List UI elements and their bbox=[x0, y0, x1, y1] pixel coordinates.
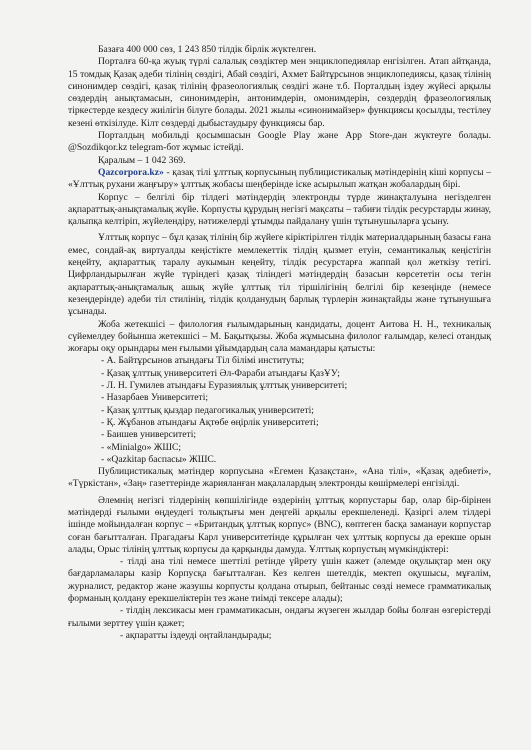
list-item: - Қазақ ұлттық университеті Әл-Фараби атындағы ҚазҰУ; bbox=[101, 367, 340, 379]
paragraph-capability-research: - тілдің лексикасы мен грамматикасын, ондағы жүзеген жылдар бойы болған өзгерістерді ғылыми зерттеу үшін қажет; bbox=[68, 605, 491, 629]
list-item: - А. Байтұрсынов атындағы Тіл білімі институты; bbox=[101, 355, 305, 367]
list-item: - Қазақ ұлттық қыздар педагогикалық университеті; bbox=[101, 404, 314, 416]
paragraph-database-size: Базаға 400 000 сөз, 1 243 850 тілдік бірлік жүктелген. bbox=[98, 44, 317, 55]
paragraph-newspapers: Публицистикалық мәтіндер корпусына «Егемен Қазақстан», «Ана тілі», «Қазақ әдебиеті», «Түркістан», «Заң» газеттерінде жарияланған мақалалардың электронды көшірмелері енгізілді. bbox=[68, 466, 491, 490]
paragraph-views: Қаралым – 1 042 369. bbox=[98, 154, 186, 166]
participant-list bbox=[68, 355, 491, 466]
list-item: - Қ. Жұбанов атындағы Ақтөбе өңірлік университеті; bbox=[101, 416, 319, 428]
site-name: Qazcorpora.kz» bbox=[98, 166, 164, 178]
list-item: - «Minialgo» ЖШС; bbox=[101, 441, 182, 453]
site-description: - қазақ тілі ұлттық корпусының публицистикалық мәтіндерінің кіші корпусы – «Ұлттық рухани жаңғыру» ұлттық жобасы шеңберінде іске асырылып жатқан жобалардың бірі. bbox=[68, 166, 491, 191]
paragraph-capability-search: - ақпаратты іздеуді оңтайландырады; bbox=[120, 629, 272, 641]
paragraph-national-corpus: Ұлттық корпус – бұл қазақ тілінің бір жүйеге кіріктірілген тілдік материалдарының базасы ғана емес, сондай-ақ виртуалды кеңістікте мемлекеттік тілдің қызмет етуін, семантикалық кеңістігін кеңейту, ақпараттық таралу аукымын кеңейту, тілдік ресурстарға жаппай қол жеткізу тетігі. Цифрландырылған жүйе түріндегі қазақ тіліндегі мәтіндердің базасын көрсететін осы тегін ақпараттық-анықтамалық ашық жүйе ұлттық тіл тіршілігінің белгілі бір кезеңінде (немесе кезеңдерінде) әдеби тіл стилінің, тілдік қолданудың барлық түрлерін жинақтайды және тұтынушыға ұсынады. bbox=[68, 232, 491, 318]
paragraph-dictionaries: Порталға 60-қа жуық түрлі салалық сөздіктер мен энциклопедиялар енгізілген. Атап айтқанда, 15 томдық Қазақ әдеби тілінің сөздігі, Абай сөздігі, Ахмет Байтұрсынов энциклопедиясы, қазақ тілінің синонимдер сөздігі, қазақ тілінің фразеологиялық сөздігі және т.б. Порталдың іздеу жүйесі арқылы сөздердің анықтамасын, синонимдерін, антонимдерін, омонимдерін, сөздердің фразеологиялық тіркестерде кездесу жиілігін білуге болады. 2021 жылы «синонимайзер» функциясы қосылды, тестілеу кезені өткізілуде. Кілт сөздерді дыбыстаудыру функциясы бар. bbox=[68, 56, 491, 129]
list-item: - Л. Н. Гумилев атындағы Еуразиялық ұлттық университеті; bbox=[101, 380, 348, 392]
list-item: - «Qazkitap баспасы» ЖШС. bbox=[101, 453, 217, 465]
paragraph-mobile-app: Порталдың мобильді қосымшасын Google Play және App Store-дан жүктеуге болады. @Sozdikqor.kz telegram-бот жұмыс істейді. bbox=[68, 130, 491, 154]
list-item: - Баишев университеті; bbox=[101, 429, 197, 441]
paragraph-qazcorpora bbox=[68, 167, 491, 192]
paragraph-capability-teaching: - тілді ана тілі немесе шеттілі ретінде үйрету үшін кажет (әлемде оқулықтар мен оқу бағдарламалары казір Корпусқа бағытталған. Кез келген шетелдік, мектеп оқушысы, мұғалім, журналист, редактор және жазушы корпусты қолдана отырып, бейтаныс сөзді немесе грамматикалық форманың қолдану ерекшеліктерін тез және тиімді тексере алады); bbox=[68, 556, 491, 605]
paragraph-world-corpora: Әлемнің негізгі тілдерінің көпшілігінде өздерінің ұлттық корпустары бар, олар бір-бірінен мәтіндерді ғылыми өңдеудегі толықтығы мен деңгейі арқылы ерекшеленеді. Қазіргі әлем тілдері ішінде мойындалған корпус – «Британдық ұлттық корпус» (BNC), көптеген басқа заманауи корпустар соған бағытталған. Прагадағы Карл университетінде құрылған чех ұлттық корпусы да ерекше орын алады, Орыс тілінің ұлттық корпусы да қарқынды дамуда. Ұлттық корпустың мүмкіндіктері: bbox=[68, 494, 491, 555]
list-item: - Назарбаев Университеті; bbox=[101, 392, 209, 404]
paragraph-project-lead: Жоба жетекшісі – филология ғылымдарының кандидаты, доцент Аитова Н. Н., техникалық сүйемелдеу бойынша жетекшісі – М. Бақытқызы. Жоба жұмысына филолог ғалымдар, келесі отандық жоғары оқу орындары мен ғылыми ұйымдардың сала мамандары қатысты: bbox=[68, 318, 491, 355]
paragraph-corpus-definition: Корпус – белгілі бір тілдегі мәтіндердің электронды түрде жинақталуына негізделген ақпараттық-анықтамалық жүйе. Корпусты құрудың негізгі мақсаты – табиғи тілдік ресурстарды жинау, қалыпқа келтіріп, жүйелендіру, нәтижелерді ұтымды пайдалану үшін тұтынушыларға ұсыну. bbox=[68, 191, 491, 228]
